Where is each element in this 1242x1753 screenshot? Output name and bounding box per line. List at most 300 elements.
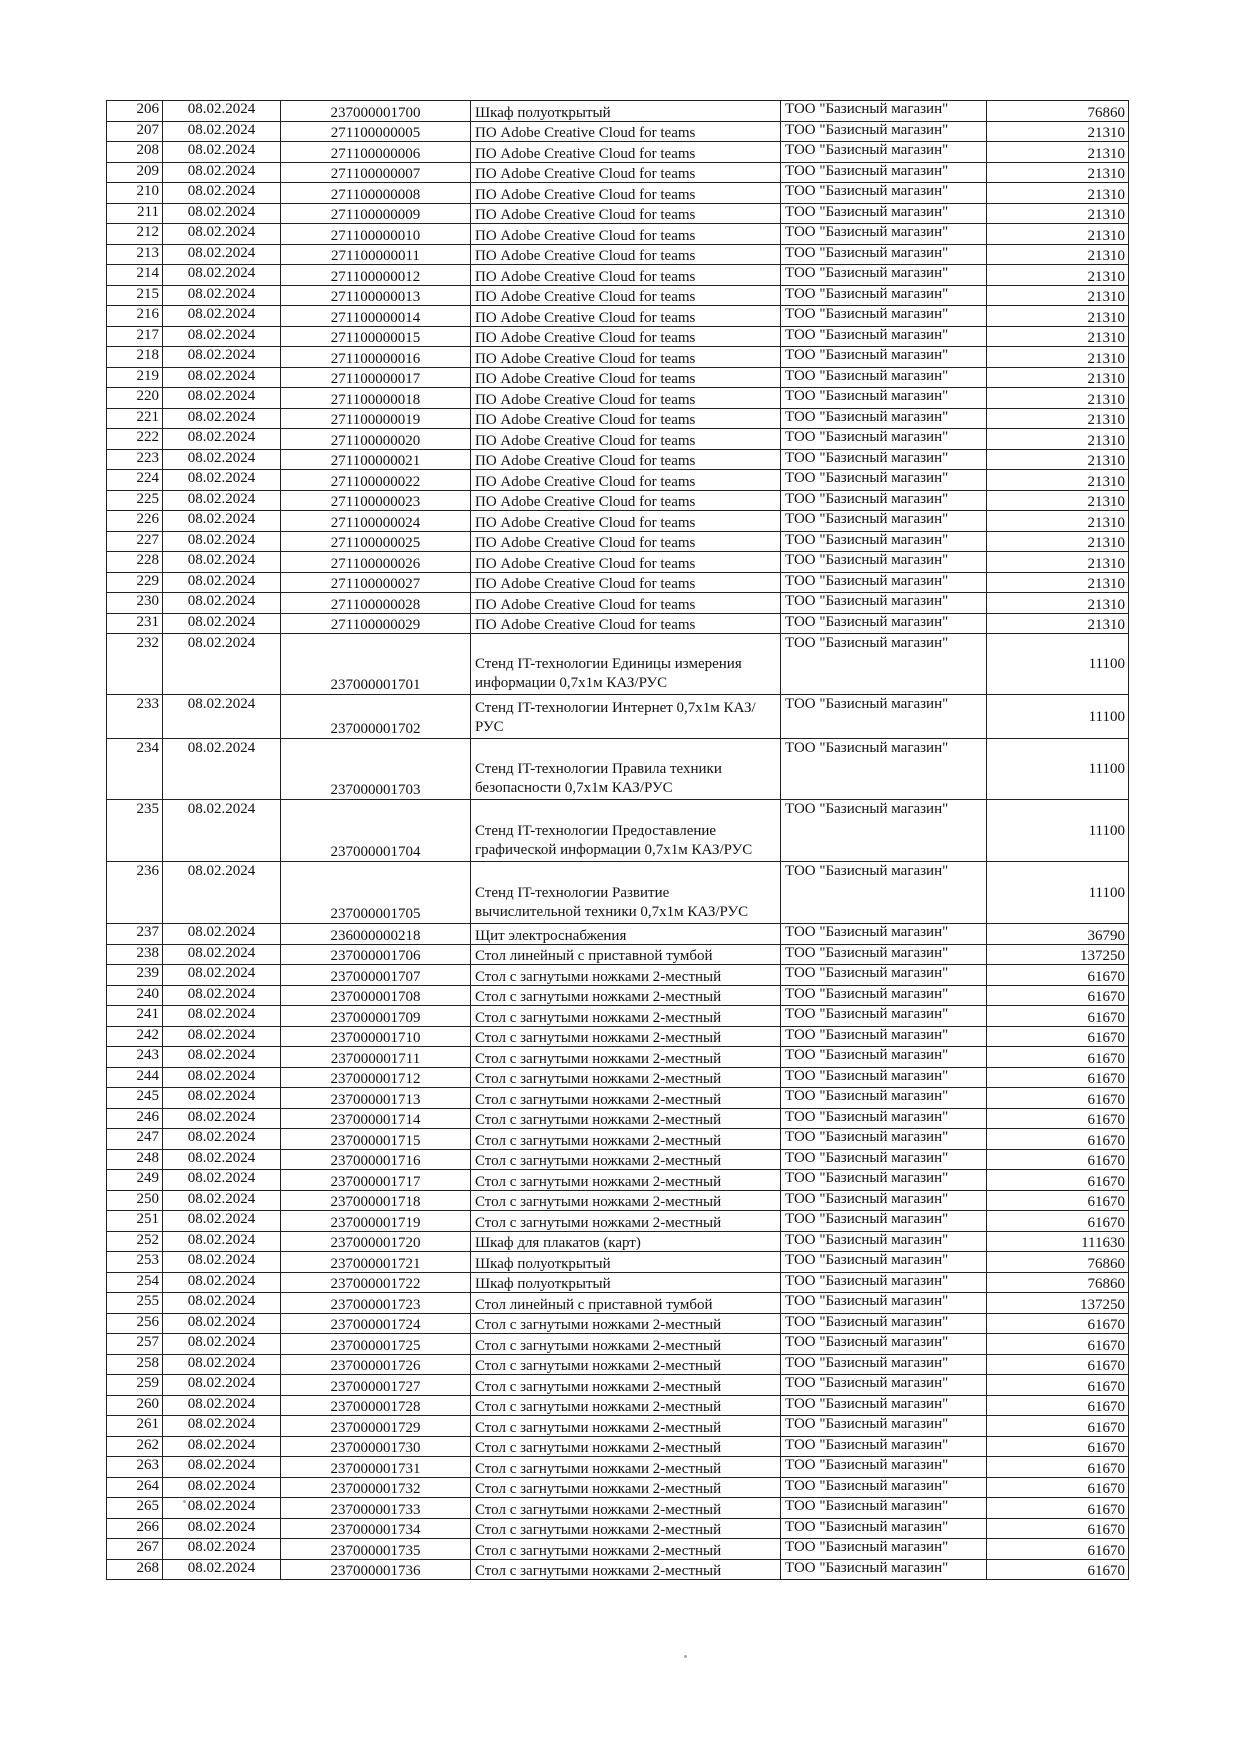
inventory-code-cell: 237000001732 <box>281 1477 471 1498</box>
table-row <box>107 1108 1129 1129</box>
date-cell: 08.02.2024 <box>163 965 281 986</box>
inventory-code-cell: 237000001720 <box>281 1231 471 1252</box>
amount-cell: 11100 <box>987 634 1129 695</box>
table-row <box>107 1149 1129 1170</box>
table-row <box>107 800 1129 862</box>
item-name-cell: Стенд IT-технологии Интернет 0,7х1м КАЗ/РУС <box>471 695 781 739</box>
amount-cell: 21310 <box>987 511 1129 532</box>
table-row <box>107 985 1129 1006</box>
amount-cell: 11100 <box>987 739 1129 800</box>
inventory-code-cell: 237000001726 <box>281 1354 471 1375</box>
inventory-code-cell: 271100000011 <box>281 244 471 265</box>
inventory-code-cell: 271100000029 <box>281 613 471 634</box>
amount-cell: 21310 <box>987 121 1129 142</box>
scan-speck <box>684 1655 687 1658</box>
amount-cell: 11100 <box>987 695 1129 739</box>
item-name-cell: Стенд IT-технологии Единицы измерения информации 0,7х1м КАЗ/РУС <box>471 634 781 695</box>
table-row <box>107 1436 1129 1457</box>
row-number-cell: 244 <box>107 1067 163 1088</box>
inventory-sheet <box>106 100 1128 1580</box>
row-number-cell: 237 <box>107 924 163 945</box>
inventory-code-cell: 271100000027 <box>281 572 471 593</box>
item-name-cell: Стол с загнутыми ножками 2-местный <box>471 1457 781 1478</box>
amount-cell: 137250 <box>987 944 1129 965</box>
row-number-cell: 240 <box>107 985 163 1006</box>
amount-cell: 61670 <box>987 985 1129 1006</box>
inventory-code-cell: 271100000026 <box>281 552 471 573</box>
inventory-code-cell: 271100000009 <box>281 203 471 224</box>
supplier-cell: ТОО "Базисный магазин" <box>781 1313 987 1334</box>
supplier-cell: ТОО "Базисный магазин" <box>781 1129 987 1150</box>
amount-cell: 21310 <box>987 285 1129 306</box>
inventory-code-cell: 237000001711 <box>281 1047 471 1068</box>
inventory-code-cell: 237000001708 <box>281 985 471 1006</box>
date-cell: 08.02.2024 <box>163 862 281 924</box>
inventory-code-cell: 237000001722 <box>281 1272 471 1293</box>
table-row <box>107 408 1129 429</box>
table-row <box>107 1006 1129 1027</box>
date-cell: 08.02.2024 <box>163 695 281 739</box>
row-number-cell: 224 <box>107 470 163 491</box>
item-name-cell: Стол с загнутыми ножками 2-местный <box>471 1313 781 1334</box>
inventory-code-cell: 237000001718 <box>281 1190 471 1211</box>
table-row <box>107 1272 1129 1293</box>
amount-cell: 21310 <box>987 572 1129 593</box>
item-name-cell: Стол с загнутыми ножками 2-местный <box>471 1211 781 1232</box>
supplier-cell: ТОО "Базисный магазин" <box>781 1416 987 1437</box>
inventory-code-cell: 271100000013 <box>281 285 471 306</box>
row-number-cell: 238 <box>107 944 163 965</box>
inventory-code-cell: 237000001724 <box>281 1313 471 1334</box>
inventory-code-cell: 271100000012 <box>281 265 471 286</box>
inventory-table <box>106 100 1129 1580</box>
row-number-cell: 209 <box>107 162 163 183</box>
supplier-cell: ТОО "Базисный магазин" <box>781 1088 987 1109</box>
table-row <box>107 1559 1129 1580</box>
inventory-code-cell: 237000001725 <box>281 1334 471 1355</box>
date-cell: 08.02.2024 <box>163 183 281 204</box>
supplier-cell: ТОО "Базисный магазин" <box>781 306 987 327</box>
inventory-code-cell: 237000001731 <box>281 1457 471 1478</box>
item-name-cell: Стол с загнутыми ножками 2-местный <box>471 1149 781 1170</box>
table-row <box>107 1067 1129 1088</box>
supplier-cell: ТОО "Базисный магазин" <box>781 1457 987 1478</box>
supplier-cell: ТОО "Базисный магазин" <box>781 1518 987 1539</box>
inventory-code-cell: 237000001719 <box>281 1211 471 1232</box>
row-number-cell: 223 <box>107 449 163 470</box>
table-row <box>107 1047 1129 1068</box>
amount-cell: 21310 <box>987 449 1129 470</box>
item-name-cell: ПО Adobe Creative Cloud for teams <box>471 203 781 224</box>
date-cell: 08.02.2024 <box>163 429 281 450</box>
item-name-cell: Стол линейный с приставной тумбой <box>471 944 781 965</box>
item-name-cell: Стол с загнутыми ножками 2-местный <box>471 1026 781 1047</box>
inventory-code-cell: 271100000005 <box>281 121 471 142</box>
row-number-cell: 251 <box>107 1211 163 1232</box>
amount-cell: 21310 <box>987 326 1129 347</box>
date-cell: 08.02.2024 <box>163 1252 281 1273</box>
item-name-cell: ПО Adobe Creative Cloud for teams <box>471 593 781 614</box>
table-row <box>107 1088 1129 1109</box>
item-name-cell: ПО Adobe Creative Cloud for teams <box>471 429 781 450</box>
supplier-cell: ТОО "Базисный магазин" <box>781 1539 987 1560</box>
row-number-cell: 242 <box>107 1026 163 1047</box>
inventory-code-cell: 271100000028 <box>281 593 471 614</box>
table-row <box>107 490 1129 511</box>
supplier-cell: ТОО "Базисный магазин" <box>781 1559 987 1580</box>
row-number-cell: 261 <box>107 1416 163 1437</box>
row-number-cell: 254 <box>107 1272 163 1293</box>
row-number-cell: 249 <box>107 1170 163 1191</box>
item-name-cell: Стол с загнутыми ножками 2-местный <box>471 1498 781 1519</box>
amount-cell: 21310 <box>987 470 1129 491</box>
row-number-cell: 213 <box>107 244 163 265</box>
amount-cell: 61670 <box>987 1477 1129 1498</box>
inventory-code-cell: 271100000007 <box>281 162 471 183</box>
inventory-code-cell: 237000001713 <box>281 1088 471 1109</box>
item-name-cell: Стенд IT-технологии Предоставление графической информации 0,7х1м КАЗ/РУС <box>471 800 781 862</box>
amount-cell: 137250 <box>987 1293 1129 1314</box>
supplier-cell: ТОО "Базисный магазин" <box>781 449 987 470</box>
date-cell: 08.02.2024 <box>163 985 281 1006</box>
supplier-cell: ТОО "Базисный магазин" <box>781 572 987 593</box>
row-number-cell: 236 <box>107 862 163 924</box>
table-row <box>107 511 1129 532</box>
inventory-code-cell: 237000001702 <box>281 695 471 739</box>
date-cell: 08.02.2024 <box>163 944 281 965</box>
row-number-cell: 216 <box>107 306 163 327</box>
item-name-cell: ПО Adobe Creative Cloud for teams <box>471 531 781 552</box>
amount-cell: 21310 <box>987 224 1129 245</box>
date-cell: 08.02.2024 <box>163 1457 281 1478</box>
item-name-cell: Стол с загнутыми ножками 2-местный <box>471 1047 781 1068</box>
item-name-cell: Стенд IT-технологии Правила техники безопасности 0,7х1м КАЗ/РУС <box>471 739 781 800</box>
date-cell: 08.02.2024 <box>163 593 281 614</box>
inventory-code-cell: 237000001717 <box>281 1170 471 1191</box>
date-cell: 08.02.2024 <box>163 1211 281 1232</box>
table-row <box>107 1170 1129 1191</box>
amount-cell: 61670 <box>987 1149 1129 1170</box>
date-cell: 08.02.2024 <box>163 1539 281 1560</box>
row-number-cell: 265 <box>107 1498 163 1519</box>
row-number-cell: 206 <box>107 101 163 122</box>
table-row <box>107 552 1129 573</box>
row-number-cell: 212 <box>107 224 163 245</box>
amount-cell: 61670 <box>987 1170 1129 1191</box>
table-row <box>107 367 1129 388</box>
row-number-cell: 222 <box>107 429 163 450</box>
table-row <box>107 1129 1129 1150</box>
table-row <box>107 1518 1129 1539</box>
supplier-cell: ТОО "Базисный магазин" <box>781 244 987 265</box>
table-row <box>107 1395 1129 1416</box>
row-number-cell: 239 <box>107 965 163 986</box>
table-row <box>107 265 1129 286</box>
inventory-code-cell: 237000001729 <box>281 1416 471 1437</box>
row-number-cell: 252 <box>107 1231 163 1252</box>
date-cell: 08.02.2024 <box>163 531 281 552</box>
item-name-cell: Стол с загнутыми ножками 2-местный <box>471 1088 781 1109</box>
row-number-cell: 219 <box>107 367 163 388</box>
item-name-cell: Шкаф полуоткрытый <box>471 101 781 122</box>
table-row <box>107 183 1129 204</box>
inventory-table-body <box>107 101 1129 1580</box>
table-row <box>107 1252 1129 1273</box>
item-name-cell: ПО Adobe Creative Cloud for teams <box>471 347 781 368</box>
table-row <box>107 244 1129 265</box>
supplier-cell: ТОО "Базисный магазин" <box>781 490 987 511</box>
supplier-cell: ТОО "Базисный магазин" <box>781 634 987 695</box>
inventory-code-cell: 237000001734 <box>281 1518 471 1539</box>
item-name-cell: Стол с загнутыми ножками 2-местный <box>471 1436 781 1457</box>
item-name-cell: Стол с загнутыми ножками 2-местный <box>471 1416 781 1437</box>
supplier-cell: ТОО "Базисный магазин" <box>781 142 987 163</box>
item-name-cell: Стол с загнутыми ножками 2-местный <box>471 1375 781 1396</box>
row-number-cell: 214 <box>107 265 163 286</box>
supplier-cell: ТОО "Базисный магазин" <box>781 1477 987 1498</box>
table-row <box>107 613 1129 634</box>
supplier-cell: ТОО "Базисный магазин" <box>781 1211 987 1232</box>
inventory-code-cell: 271100000022 <box>281 470 471 491</box>
supplier-cell: ТОО "Базисный магазин" <box>781 1272 987 1293</box>
amount-cell: 76860 <box>987 1252 1129 1273</box>
amount-cell: 21310 <box>987 203 1129 224</box>
supplier-cell: ТОО "Базисный магазин" <box>781 1436 987 1457</box>
item-name-cell: Стол с загнутыми ножками 2-местный <box>471 985 781 1006</box>
amount-cell: 61670 <box>987 1457 1129 1478</box>
date-cell: 08.02.2024 <box>163 1313 281 1334</box>
date-cell: 08.02.2024 <box>163 1149 281 1170</box>
item-name-cell: ПО Adobe Creative Cloud for teams <box>471 408 781 429</box>
row-number-cell: 207 <box>107 121 163 142</box>
row-number-cell: 227 <box>107 531 163 552</box>
date-cell: 08.02.2024 <box>163 1436 281 1457</box>
amount-cell: 21310 <box>987 593 1129 614</box>
supplier-cell: ТОО "Базисный магазин" <box>781 511 987 532</box>
table-row <box>107 862 1129 924</box>
row-number-cell: 211 <box>107 203 163 224</box>
item-name-cell: Стол с загнутыми ножками 2-местный <box>471 1006 781 1027</box>
table-row <box>107 1457 1129 1478</box>
item-name-cell: Шкаф полуоткрытый <box>471 1252 781 1273</box>
supplier-cell: ТОО "Базисный магазин" <box>781 1170 987 1191</box>
item-name-cell: ПО Adobe Creative Cloud for teams <box>471 367 781 388</box>
supplier-cell: ТОО "Базисный магазин" <box>781 1498 987 1519</box>
date-cell: 08.02.2024 <box>163 1416 281 1437</box>
amount-cell: 21310 <box>987 429 1129 450</box>
table-row <box>107 924 1129 945</box>
table-row <box>107 1416 1129 1437</box>
date-cell: 08.02.2024 <box>163 1026 281 1047</box>
supplier-cell: ТОО "Базисный магазин" <box>781 695 987 739</box>
item-name-cell: Стол с загнутыми ножками 2-местный <box>471 1067 781 1088</box>
amount-cell: 111630 <box>987 1231 1129 1252</box>
inventory-code-cell: 271100000010 <box>281 224 471 245</box>
inventory-code-cell: 237000001723 <box>281 1293 471 1314</box>
supplier-cell: ТОО "Базисный магазин" <box>781 1354 987 1375</box>
table-row <box>107 1026 1129 1047</box>
amount-cell: 61670 <box>987 1354 1129 1375</box>
inventory-code-cell: 271100000018 <box>281 388 471 409</box>
table-row <box>107 101 1129 122</box>
date-cell: 08.02.2024 <box>163 1190 281 1211</box>
inventory-code-cell: 237000001710 <box>281 1026 471 1047</box>
table-row <box>107 1539 1129 1560</box>
row-number-cell: 245 <box>107 1088 163 1109</box>
table-row <box>107 1334 1129 1355</box>
item-name-cell: Стол с загнутыми ножками 2-местный <box>471 1395 781 1416</box>
table-row <box>107 142 1129 163</box>
date-cell: 08.02.2024 <box>163 162 281 183</box>
table-row <box>107 634 1129 695</box>
supplier-cell: ТОО "Базисный магазин" <box>781 429 987 450</box>
item-name-cell: Стол с загнутыми ножками 2-местный <box>471 1518 781 1539</box>
table-row <box>107 1354 1129 1375</box>
row-number-cell: 221 <box>107 408 163 429</box>
table-row <box>107 1293 1129 1314</box>
supplier-cell: ТОО "Базисный магазин" <box>781 1006 987 1027</box>
inventory-code-cell: 237000001736 <box>281 1559 471 1580</box>
date-cell: 08.02.2024 <box>163 739 281 800</box>
table-row <box>107 121 1129 142</box>
inventory-code-cell: 271100000008 <box>281 183 471 204</box>
supplier-cell: ТОО "Базисный магазин" <box>781 800 987 862</box>
row-number-cell: 263 <box>107 1457 163 1478</box>
table-row <box>107 531 1129 552</box>
row-number-cell: 235 <box>107 800 163 862</box>
date-cell: 08.02.2024 <box>163 367 281 388</box>
row-number-cell: 257 <box>107 1334 163 1355</box>
inventory-code-cell: 237000001721 <box>281 1252 471 1273</box>
row-number-cell: 208 <box>107 142 163 163</box>
date-cell: 08.02.2024 <box>163 800 281 862</box>
item-name-cell: ПО Adobe Creative Cloud for teams <box>471 572 781 593</box>
date-cell: 08.02.2024 <box>163 224 281 245</box>
table-row <box>107 1231 1129 1252</box>
inventory-code-cell: 237000001716 <box>281 1149 471 1170</box>
supplier-cell: ТОО "Базисный магазин" <box>781 183 987 204</box>
item-name-cell: Стол с загнутыми ножками 2-местный <box>471 1539 781 1560</box>
amount-cell: 61670 <box>987 1129 1129 1150</box>
amount-cell: 61670 <box>987 1047 1129 1068</box>
item-name-cell: ПО Adobe Creative Cloud for teams <box>471 490 781 511</box>
supplier-cell: ТОО "Базисный магазин" <box>781 1067 987 1088</box>
amount-cell: 61670 <box>987 1088 1129 1109</box>
date-cell: 08.02.2024 <box>163 347 281 368</box>
date-cell: 08.02.2024 <box>163 1088 281 1109</box>
row-number-cell: 215 <box>107 285 163 306</box>
amount-cell: 61670 <box>987 965 1129 986</box>
amount-cell: 11100 <box>987 800 1129 862</box>
date-cell: 08.02.2024 <box>163 142 281 163</box>
date-cell: 08.02.2024 <box>163 1047 281 1068</box>
date-cell: 08.02.2024 <box>163 244 281 265</box>
inventory-code-cell: 271100000014 <box>281 306 471 327</box>
row-number-cell: 220 <box>107 388 163 409</box>
date-cell: 08.02.2024 <box>163 388 281 409</box>
amount-cell: 61670 <box>987 1108 1129 1129</box>
amount-cell: 61670 <box>987 1416 1129 1437</box>
item-name-cell: Стол линейный с приставной тумбой <box>471 1293 781 1314</box>
row-number-cell: 218 <box>107 347 163 368</box>
amount-cell: 21310 <box>987 388 1129 409</box>
date-cell: 08.02.2024 <box>163 1293 281 1314</box>
inventory-code-cell: 237000001733 <box>281 1498 471 1519</box>
item-name-cell: Стол с загнутыми ножками 2-местный <box>471 1170 781 1191</box>
table-row <box>107 1375 1129 1396</box>
amount-cell: 61670 <box>987 1436 1129 1457</box>
row-number-cell: 267 <box>107 1539 163 1560</box>
item-name-cell: Шкаф для плакатов (карт) <box>471 1231 781 1252</box>
row-number-cell: 250 <box>107 1190 163 1211</box>
date-cell: 08.02.2024 <box>163 470 281 491</box>
amount-cell: 61670 <box>987 1067 1129 1088</box>
date-cell: 08.02.2024 <box>163 265 281 286</box>
inventory-code-cell: 236000000218 <box>281 924 471 945</box>
inventory-code-cell: 271100000020 <box>281 429 471 450</box>
inventory-code-cell: 237000001730 <box>281 1436 471 1457</box>
amount-cell: 76860 <box>987 1272 1129 1293</box>
table-row <box>107 965 1129 986</box>
inventory-code-cell: 271100000025 <box>281 531 471 552</box>
amount-cell: 21310 <box>987 552 1129 573</box>
supplier-cell: ТОО "Базисный магазин" <box>781 1375 987 1396</box>
table-row <box>107 1211 1129 1232</box>
amount-cell: 61670 <box>987 1395 1129 1416</box>
row-number-cell: 247 <box>107 1129 163 1150</box>
item-name-cell: Стол с загнутыми ножками 2-местный <box>471 1129 781 1150</box>
date-cell: 08.02.2024 <box>163 1559 281 1580</box>
date-cell: 08.02.2024 <box>163 1375 281 1396</box>
row-number-cell: 266 <box>107 1518 163 1539</box>
inventory-code-cell: 237000001709 <box>281 1006 471 1027</box>
date-cell: 08.02.2024 <box>163 1498 281 1519</box>
amount-cell: 61670 <box>987 1559 1129 1580</box>
inventory-code-cell: 271100000006 <box>281 142 471 163</box>
row-number-cell: 248 <box>107 1149 163 1170</box>
item-name-cell: ПО Adobe Creative Cloud for teams <box>471 162 781 183</box>
supplier-cell: ТОО "Базисный магазин" <box>781 347 987 368</box>
item-name-cell: Стол с загнутыми ножками 2-местный <box>471 1354 781 1375</box>
amount-cell: 61670 <box>987 1539 1129 1560</box>
date-cell: 08.02.2024 <box>163 306 281 327</box>
date-cell: 08.02.2024 <box>163 408 281 429</box>
item-name-cell: Стенд IT-технологии Развитие вычислительной техники 0,7х1м КАЗ/РУС <box>471 862 781 924</box>
table-row <box>107 572 1129 593</box>
amount-cell: 61670 <box>987 1006 1129 1027</box>
date-cell: 08.02.2024 <box>163 1067 281 1088</box>
supplier-cell: ТОО "Базисный магазин" <box>781 265 987 286</box>
inventory-code-cell: 271100000024 <box>281 511 471 532</box>
date-cell: 08.02.2024 <box>163 1231 281 1252</box>
amount-cell: 61670 <box>987 1375 1129 1396</box>
inventory-code-cell: 237000001707 <box>281 965 471 986</box>
supplier-cell: ТОО "Базисный магазин" <box>781 1190 987 1211</box>
inventory-code-cell: 237000001728 <box>281 1395 471 1416</box>
amount-cell: 36790 <box>987 924 1129 945</box>
inventory-code-cell: 237000001712 <box>281 1067 471 1088</box>
item-name-cell: ПО Adobe Creative Cloud for teams <box>471 326 781 347</box>
inventory-code-cell: 237000001714 <box>281 1108 471 1129</box>
date-cell: 08.02.2024 <box>163 101 281 122</box>
supplier-cell: ТОО "Базисный магазин" <box>781 965 987 986</box>
amount-cell: 21310 <box>987 142 1129 163</box>
row-number-cell: 259 <box>107 1375 163 1396</box>
date-cell: 08.02.2024 <box>163 1170 281 1191</box>
supplier-cell: ТОО "Базисный магазин" <box>781 1231 987 1252</box>
table-row <box>107 944 1129 965</box>
row-number-cell: 246 <box>107 1108 163 1129</box>
